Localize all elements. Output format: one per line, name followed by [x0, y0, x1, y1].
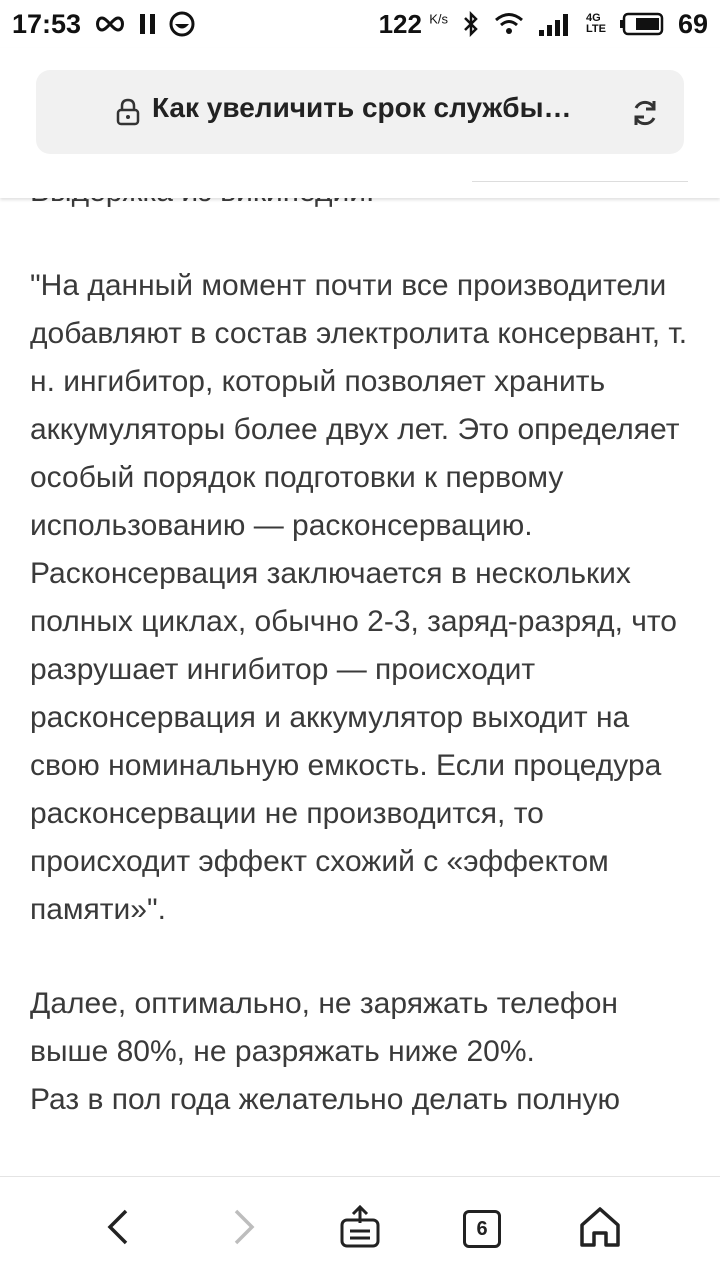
- bluetooth-icon: [462, 11, 480, 37]
- tabs-button[interactable]: [460, 1207, 504, 1251]
- lock-icon: [116, 98, 140, 126]
- reload-icon[interactable]: [630, 98, 660, 128]
- home-button[interactable]: [578, 1207, 622, 1251]
- battery-icon: [620, 12, 664, 36]
- pause-icon: [139, 13, 157, 35]
- tabs-count: 6: [463, 1210, 501, 1248]
- signal-icon: [538, 12, 572, 36]
- battery-level: 69: [677, 8, 708, 39]
- advice-line-1: Далее, оптимально, не заряжать телефон выше 80%, не разряжать ниже 20%.: [30, 987, 618, 1068]
- share-button[interactable]: [338, 1207, 382, 1251]
- status-bar: [0, 0, 720, 48]
- forward-button[interactable]: [220, 1207, 264, 1251]
- quote-paragraph: "На данный момент почти все производители добавляют в состав электролита консервант, т. н. ингибитор, который позволяет хранить аккумуляторы более двух лет. Это определяет особый порядок подготовки к первому использованию — расконсервацию. Расконсервация заключается в нескольких полных циклах, обычно 2-3, заряд-разряд, что разрушает ингибитор — происходит расконсервация и аккумулятор выходит на свою номинальную емкость. Если процедура расконсервации не производится, то происходит эффект схожий с «эффектом памяти»".: [30, 269, 688, 926]
- article-content: [30, 160, 698, 1175]
- status-time: 17:53: [12, 8, 82, 39]
- address-bar[interactable]: [36, 70, 684, 154]
- infinity-icon: [93, 14, 127, 34]
- bottom-navigation: [0, 1176, 720, 1280]
- wifi-icon: [494, 12, 524, 36]
- tabs-icon: [463, 1210, 501, 1248]
- browser-toolbar: [0, 48, 720, 198]
- page-title[interactable]: Как увеличить срок службы…: [152, 92, 572, 123]
- net-speed: 122 $^{K/s}$: [378, 8, 448, 39]
- back-button[interactable]: [98, 1207, 142, 1251]
- back-icon: [98, 1205, 142, 1254]
- notification-app-icon: [169, 11, 195, 37]
- panel-edge: [472, 178, 688, 182]
- forward-icon: [220, 1205, 264, 1254]
- advice-line-2: Раз в пол года желательно делать полную: [30, 1083, 621, 1116]
- network-type-icon: 4G LTE: [585, 12, 606, 35]
- share-icon: [338, 1205, 382, 1254]
- home-icon: [578, 1205, 622, 1254]
